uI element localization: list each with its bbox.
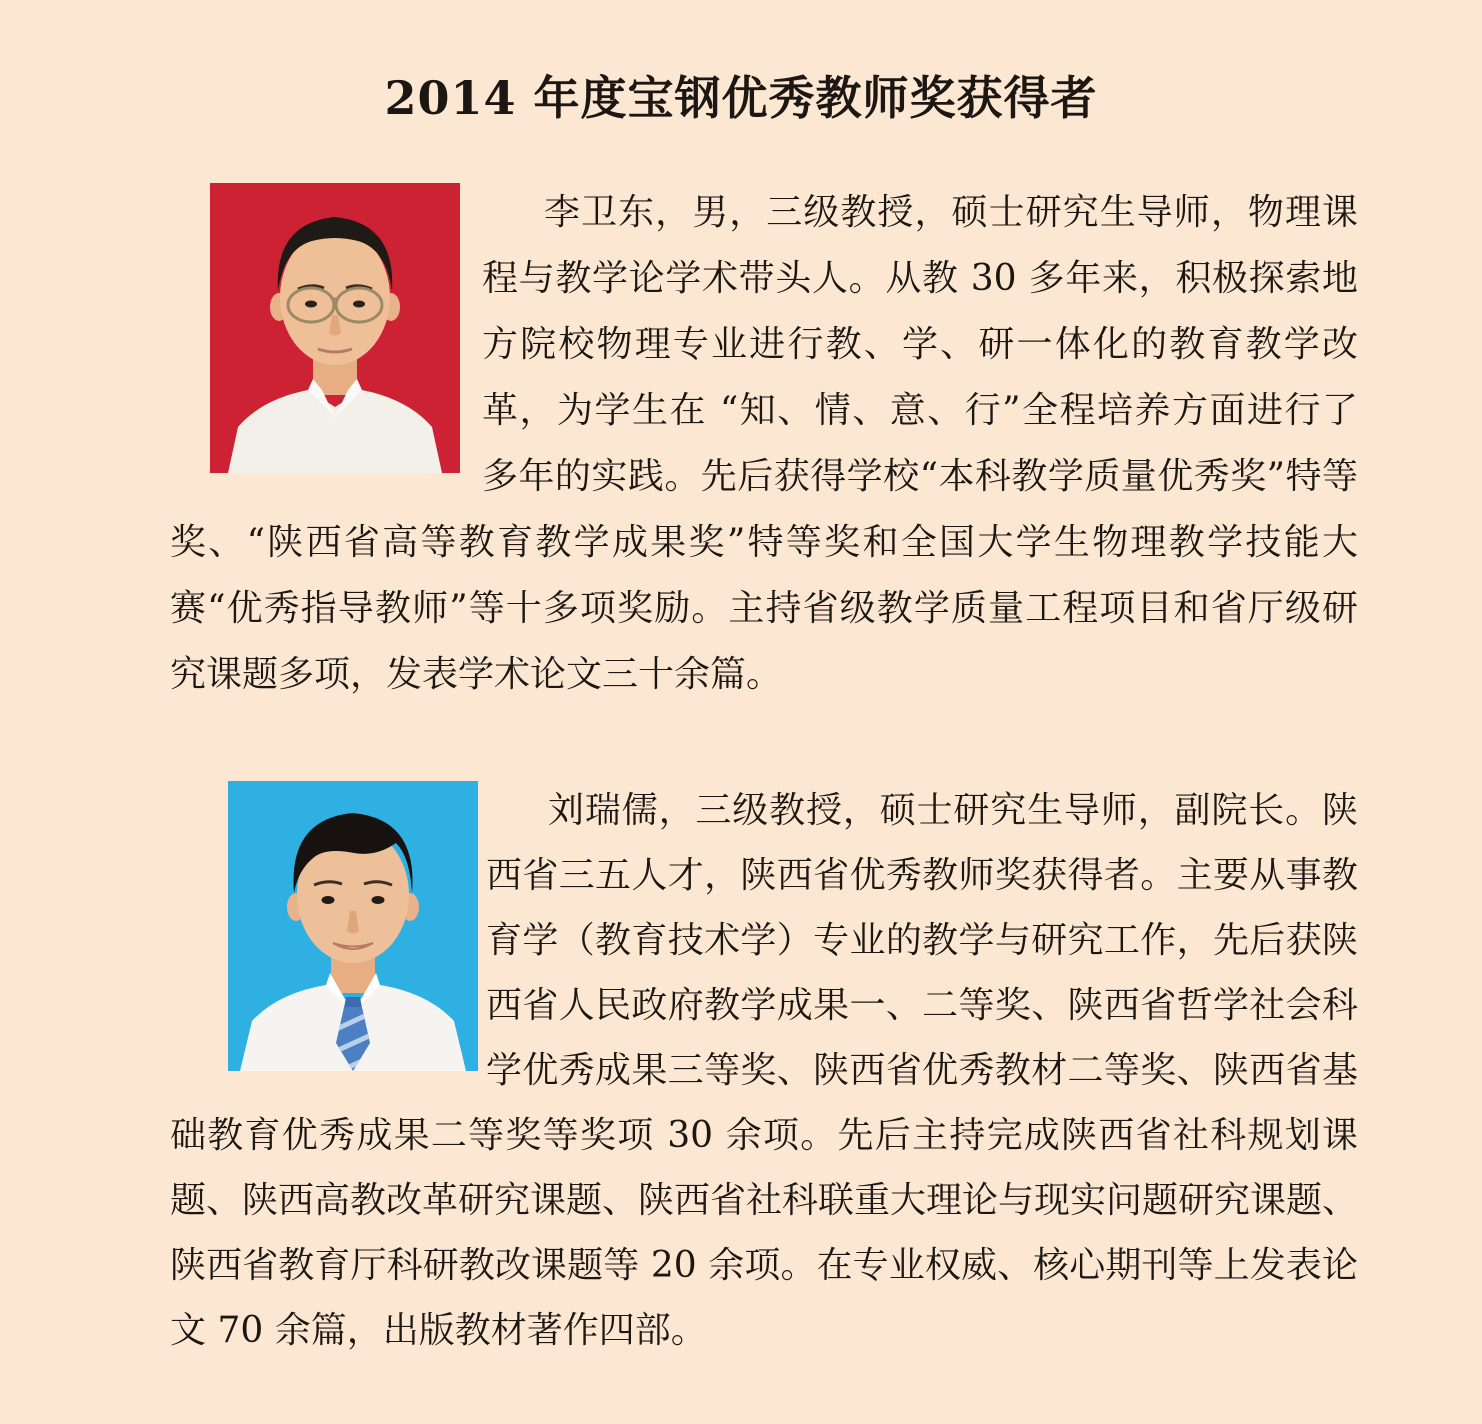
profile-section-li-weidong xyxy=(170,180,1358,708)
bio-text-li-weidong: 李卫东，男，三级教授，硕士研究生导师，物理课程与教学论学术带头人。从教 30 多年来，积极探索地方院校物理专业进行教、学、研一体化的教育教学改革，为学生在 “知、情、意、行”全程培养方面进行了多年的实践。先后获得学校“本科教学质量优秀奖”特等奖、“陕西省高等教育教学成果奖”特等奖和全国大学生物理教学技能大赛“优秀指导教师”等十多项奖励。主持省级教学质量工程项目和省厅级研究课题多项，发表学术论文三十余篇。 xyxy=(170,192,1358,695)
eye-left xyxy=(322,896,335,904)
portrait-photo-li-weidong xyxy=(210,183,460,473)
profile-section-liu-ruiru xyxy=(170,778,1358,1363)
bio-text-liu-ruiru: 刘瑞儒，三级教授，硕士研究生导师，副院长。陕西省三五人才，陕西省优秀教师奖获得者。主要从事教育学（教育技术学）专业的教学与研究工作，先后获陕西省人民政府教学成果一、二等奖、陕西省哲学社会科学优秀成果三等奖、陕西省优秀教材二等奖、陕西省基础教育优秀成果二等奖等奖项 30 余项。先后主持完成陕西省社科规划课题、陕西高教改革研究课题、陕西省社科联重大理论与现实问题研究课题、陕西省教育厅科研教改课题等 20 余项。在专业权威、核心期刊等上发表论文 70 余篇，出版教材著作四部。 xyxy=(170,790,1359,1351)
eye-right xyxy=(372,896,385,904)
tie-knot xyxy=(344,997,362,1008)
page-title: 2014 年度宝钢优秀教师奖获得者 xyxy=(384,71,1098,125)
portrait-photo-liu-ruiru xyxy=(228,781,478,1071)
portrait-illustration-red xyxy=(210,183,460,473)
eye-left xyxy=(305,301,317,308)
eye-right xyxy=(353,301,365,308)
portrait-illustration-blue xyxy=(228,781,478,1071)
